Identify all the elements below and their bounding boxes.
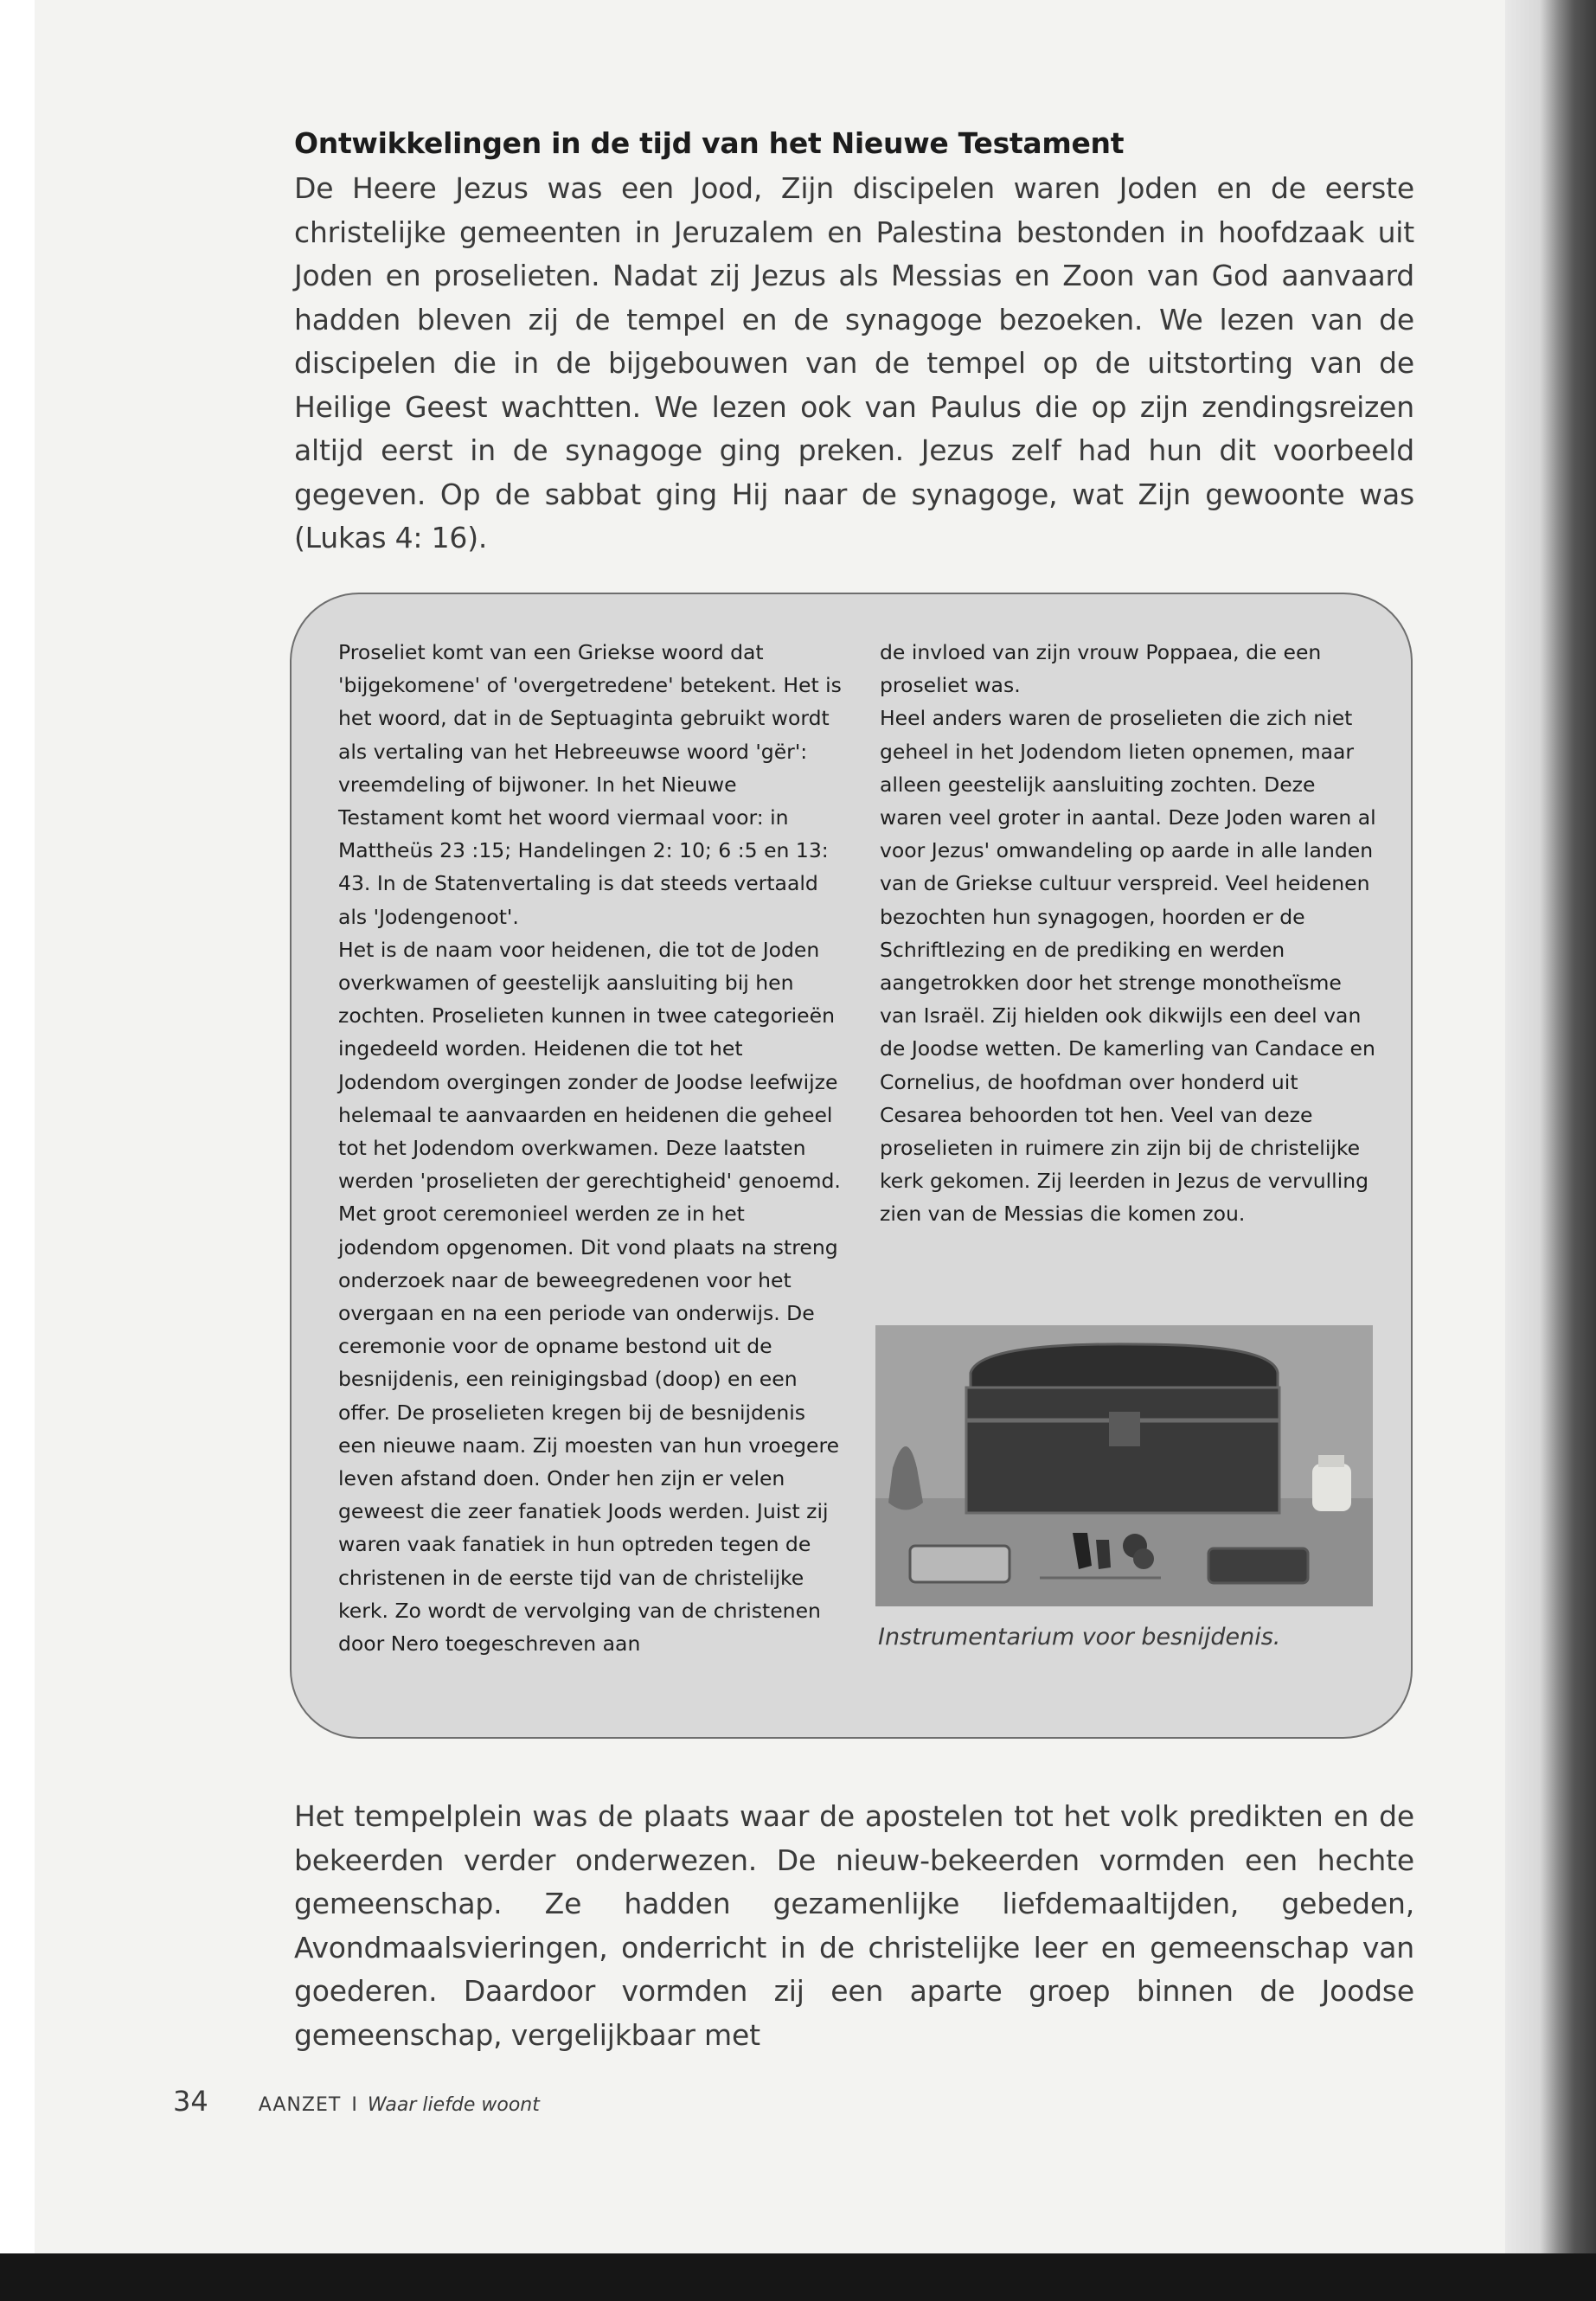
series-name: AANZET: [258, 2094, 342, 2116]
book-spine-shadow: [1505, 0, 1596, 2301]
left-column-paragraph-2: Het is de naam voor heidenen, die tot de Joden overkwamen of geestelijk aansluiting bij hen zochten. Proselieten kunnen in twee categorieën ingedeeld worden. Heidenen die tot het Jodendom overgingen zonder de Joodse leefwijze helemaal te aanvaarden en heidenen die geheel tot het Jodendom overkwamen. Deze laatsten werden 'proselieten der gerechtigheid' genoemd. Met groot ceremonieel werden ze in het jodendom opgenomen. Dit vond plaats na streng onderzoek naar de beweegredenen voor het overgaan en na een periode van onderwijs. De ceremonie voor de opname bestond uit de besnijdenis, een reinigingsbad (doop) en een offer. De proselieten kregen bij de besnijdenis een nieuwe naam. Zij moesten van hun vroegere leven afstand doen. Onder hen zijn er velen geweest die zeer fanatiek Joods werden. Juist zij waren vaak fanatiek in hun optreden tegen de christenen in de eerste tijd van de christelijke kerk. Zo wordt de vervolging van de christenen door Nero toegeschreven aan: [338, 937, 841, 1657]
page-number: 34: [173, 2085, 208, 2118]
intro-paragraph: De Heere Jezus was een Jood, Zijn discipelen waren Joden en de eerste christelijke gemeenten in Jeruzalem en Palestina bestonden in hoofdzaak uit Joden en proselieten. Nadat zij Jezus als Messias en Zoon van God aanvaard hadden bleven zij de tempel en de synagoge bezoeken. We lezen van de discipelen die in de bijgebouwen van de tempel op de uitstorting van de Heilige Geest wachtten. We lezen ook van Paulus die op zijn zendingsreizen altijd eerst in de synagoge ging preken. Jezus zelf had hun dit voorbeeld gegeven. Op de sabbat ging Hij naar de synagoge, wat Zijn gewoonte was (Lukas 4: 16).: [294, 171, 1414, 554]
circumcision-instruments-photo: [875, 1325, 1373, 1606]
scan-bottom-edge: [0, 2253, 1596, 2301]
section-heading: Ontwikkelingen in de tijd van het Nieuwe Testament: [294, 126, 1125, 160]
outro-paragraph: Het tempelplein was de plaats waar de apostelen tot het volk predikten en de bekeerden verder onderwezen. De nieuw-bekeerden vormden een hechte gemeenschap. Ze hadden gezamenlijke liefdemaaltijden, gebeden, Avondmaalsvieringen, onderricht in de christelijke leer en gemeenschap van goederen. Daardoor vormden zij een aparte groep binnen de Joodse gemeenschap, vergelijkbaar met: [294, 1799, 1414, 2052]
proselyte-info-box: [290, 593, 1413, 1739]
page-footer: [173, 2085, 540, 2118]
info-box-left-column: [338, 636, 849, 1660]
footer-separator: I: [351, 2094, 357, 2116]
photo-caption: Instrumentarium voor besnijdenis.: [878, 1624, 1281, 1650]
right-column-paragraph-1: de invloed van zijn vrouw Poppaea, die een proseliet was.: [880, 640, 1322, 698]
info-box-right-column: [880, 636, 1381, 1231]
left-column-paragraph-1: Proseliet komt van een Griekse woord dat 'bijgekomene' of 'overgetredene' betekent. Het is het woord, dat in de Septuaginta gebruikt wordt als vertaling van het Hebreeuwse woord 'gër': vreemdeling of bijwoner. In het Nieuwe Testament komt het woord viermaal voor: in Mattheüs 23 :15; Handelingen 2: 10; 6 :5 en 13: 43. In de Statenvertaling is dat steeds vertaald als 'Jodengenoot'.: [338, 640, 842, 929]
right-column-paragraph-2: Heel anders waren de proselieten die zich niet geheel in het Jodendom lieten opnemen, maar alleen geestelijk aansluiting zochten. Deze waren veel groter in aantal. Deze Joden waren al voor Jezus' omwandeling op aarde in alle landen van de Griekse cultuur verspreid. Veel heidenen bezochten hun synagogen, hoorden er de Schriftlezing en de prediking en werden aangetrokken door het strenge monotheïsme van Israël. Zij hielden ook dikwijls een deel van de Joodse wetten. De kamerling van Candace en Cornelius, de hoofdman over honderd uit Cesarea behoorden tot hen. Veel van deze proselieten in ruimere zin zijn bij de christelijke kerk gekomen. Zij leerden in Jezus de vervulling zien van de Messias die komen zou.: [880, 706, 1376, 1227]
book-subtitle: Waar liefde woont: [367, 2094, 540, 2116]
